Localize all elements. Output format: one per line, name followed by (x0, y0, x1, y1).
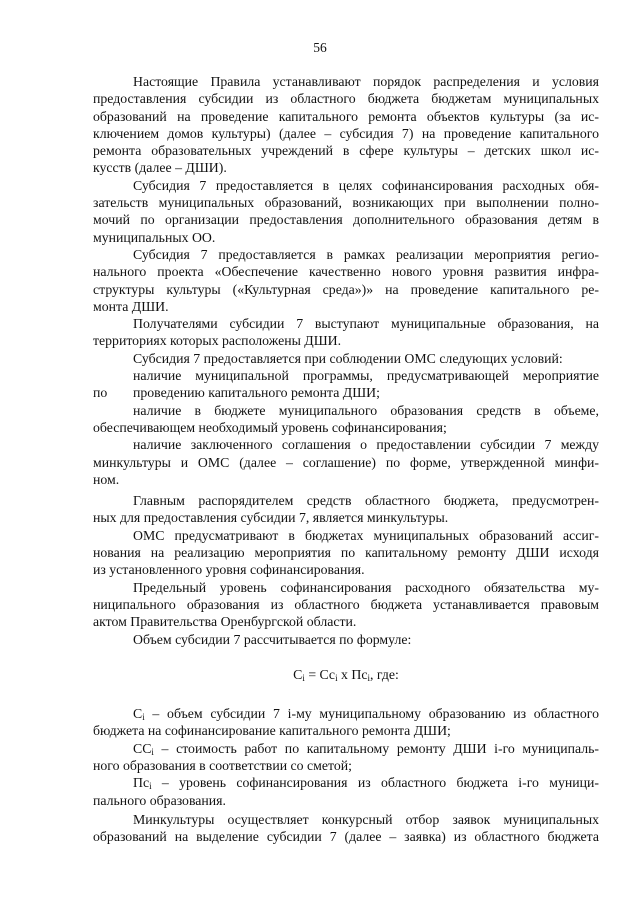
text-line: нования на реализацию мероприятия по капитальному ремонту ДШИ исходя (93, 545, 599, 561)
formula-subscript: i (367, 672, 370, 683)
text-line: предоставления субсидии из областного бюджета бюджетам муниципальных (93, 91, 599, 107)
text-line: ремонта образовательных учреждений в сфере культуры – детских школ ис- (93, 143, 599, 159)
text-line (93, 384, 599, 401)
text-line: Получателями субсидии 7 выступают муниципальные образования, на (133, 316, 599, 332)
definition-symbol: С (133, 706, 143, 722)
formula-subscript: i (142, 712, 145, 723)
paragraph (93, 527, 599, 579)
text-line: ном. (93, 471, 120, 487)
text-line: Предельный уровень софинансирования расходного обязательства му- (133, 579, 599, 595)
text-line: наличие муниципальной программы, предусматривающей мероприятие (133, 368, 599, 384)
definition (93, 774, 599, 809)
paragraph (93, 631, 599, 648)
document-body (93, 73, 599, 845)
text-line: Настоящие Правила устанавливают порядок распределения и условия (133, 74, 599, 89)
text-line: ниципального образования из областного бюджета устанавливается правовым (93, 596, 599, 612)
paragraph (93, 177, 599, 246)
paragraph (93, 811, 599, 846)
formula-subscript: i (335, 672, 338, 683)
paragraph (93, 367, 599, 402)
text-line: образований на выделение субсидии 7 (далее – заявка) из областного бюджета (93, 829, 599, 845)
definition-text: – объем субсидии 7 i-му муниципальному образованию из областного (144, 706, 599, 722)
text-fragment: по (93, 385, 108, 401)
definition-text: – уровень софинансирования из областного бюджета i-го муници- (151, 775, 599, 791)
text-line: Объем субсидии 7 рассчитывается по формуле: (133, 631, 412, 647)
formula (93, 666, 599, 683)
formula-subscript: i (302, 672, 305, 683)
text-line: монта ДШИ. (93, 298, 169, 314)
formula-times: х Пс (337, 666, 368, 682)
text-line: нального проекта «Обеспечение качественно нового уровня развития инфра- (93, 264, 599, 280)
text-line: Субсидия 7 предоставляется в рамках реализации мероприятия регио- (133, 246, 599, 262)
text-line: ных для предоставления субсидии 7, является минкультуры. (93, 510, 449, 526)
text-line: Главным распорядителем средств областного бюджета, предусмотрен- (133, 493, 599, 509)
text-line: актом Правительства Оренбургской области. (93, 614, 357, 630)
text-line: мочий по организации предоставления дополнительного образования детям в (93, 212, 599, 228)
text-line: структуры культуры («Культурная среда»)» на проведение капитального ре- (93, 281, 599, 297)
definition (93, 740, 599, 775)
paragraph (93, 73, 599, 177)
paragraph (93, 579, 599, 631)
paragraph (93, 246, 599, 315)
text-line: из установленного уровня софинансирования. (93, 562, 365, 578)
text-line: Субсидия 7 предоставляется при соблюдении ОМС следующих условий: (133, 350, 563, 366)
paragraph (93, 402, 599, 437)
text-line: ного образования в соответствии со сметой; (93, 757, 352, 773)
text-line: кусств (далее – ДШИ). (93, 160, 227, 176)
definition-text: – стоимость работ по капитальному ремонту ДШИ i-го муниципаль- (153, 740, 599, 756)
text-line: наличие заключенного соглашения о предоставлении субсидии 7 между (133, 437, 599, 453)
text-line: минкультуры и ОМС (далее – соглашение) по форме, утвержденной минфи- (93, 454, 599, 470)
text-line: пального образования. (93, 792, 226, 808)
formula-tail: , где: (369, 666, 399, 682)
formula-eq: = Сс (304, 666, 336, 682)
text-line: Субсидия 7 предоставляется в целях софинансирования расходных обя- (133, 177, 599, 193)
page-number: 56 (313, 40, 327, 55)
definition (93, 705, 599, 740)
text-line (93, 774, 599, 791)
formula-c: С (293, 666, 303, 682)
text-line: образований на проведение капитального ремонта объектов культуры (за ис- (93, 108, 599, 124)
text-line: обеспечивающем необходимый уровень софинансирования; (93, 419, 447, 435)
paragraph (93, 315, 599, 350)
text-fragment: проведению капитального ремонта ДШИ; (133, 385, 380, 401)
formula-subscript: i (149, 781, 152, 792)
text-line (93, 705, 599, 722)
text-line: муниципальных ОО. (93, 229, 216, 245)
formula-subscript: i (151, 746, 154, 757)
paragraph (93, 350, 599, 367)
text-line (93, 740, 599, 757)
text-line: наличие в бюджете муниципального образования средств в объеме, (133, 402, 599, 418)
text-line: территориях которых расположены ДШИ. (93, 333, 342, 349)
text-line: Минкультуры осуществляет конкурсный отбор заявок муниципальных (133, 811, 599, 827)
paragraph (93, 436, 599, 488)
text-line: зательств муниципальных образований, возникающих при выполнении полно- (93, 195, 599, 211)
definition-symbol: СС (133, 740, 152, 756)
text-line: бюджета на софинансирование капитального ремонта ДШИ; (93, 723, 451, 739)
paragraph (93, 492, 599, 527)
text-line: ключением домов культуры) (далее – субсидия 7) на проведение капитального (93, 125, 599, 141)
text-line: ОМС предусматривают в бюджетах муниципальных образований ассиг- (133, 527, 599, 543)
definition-symbol: Пс (133, 775, 150, 791)
